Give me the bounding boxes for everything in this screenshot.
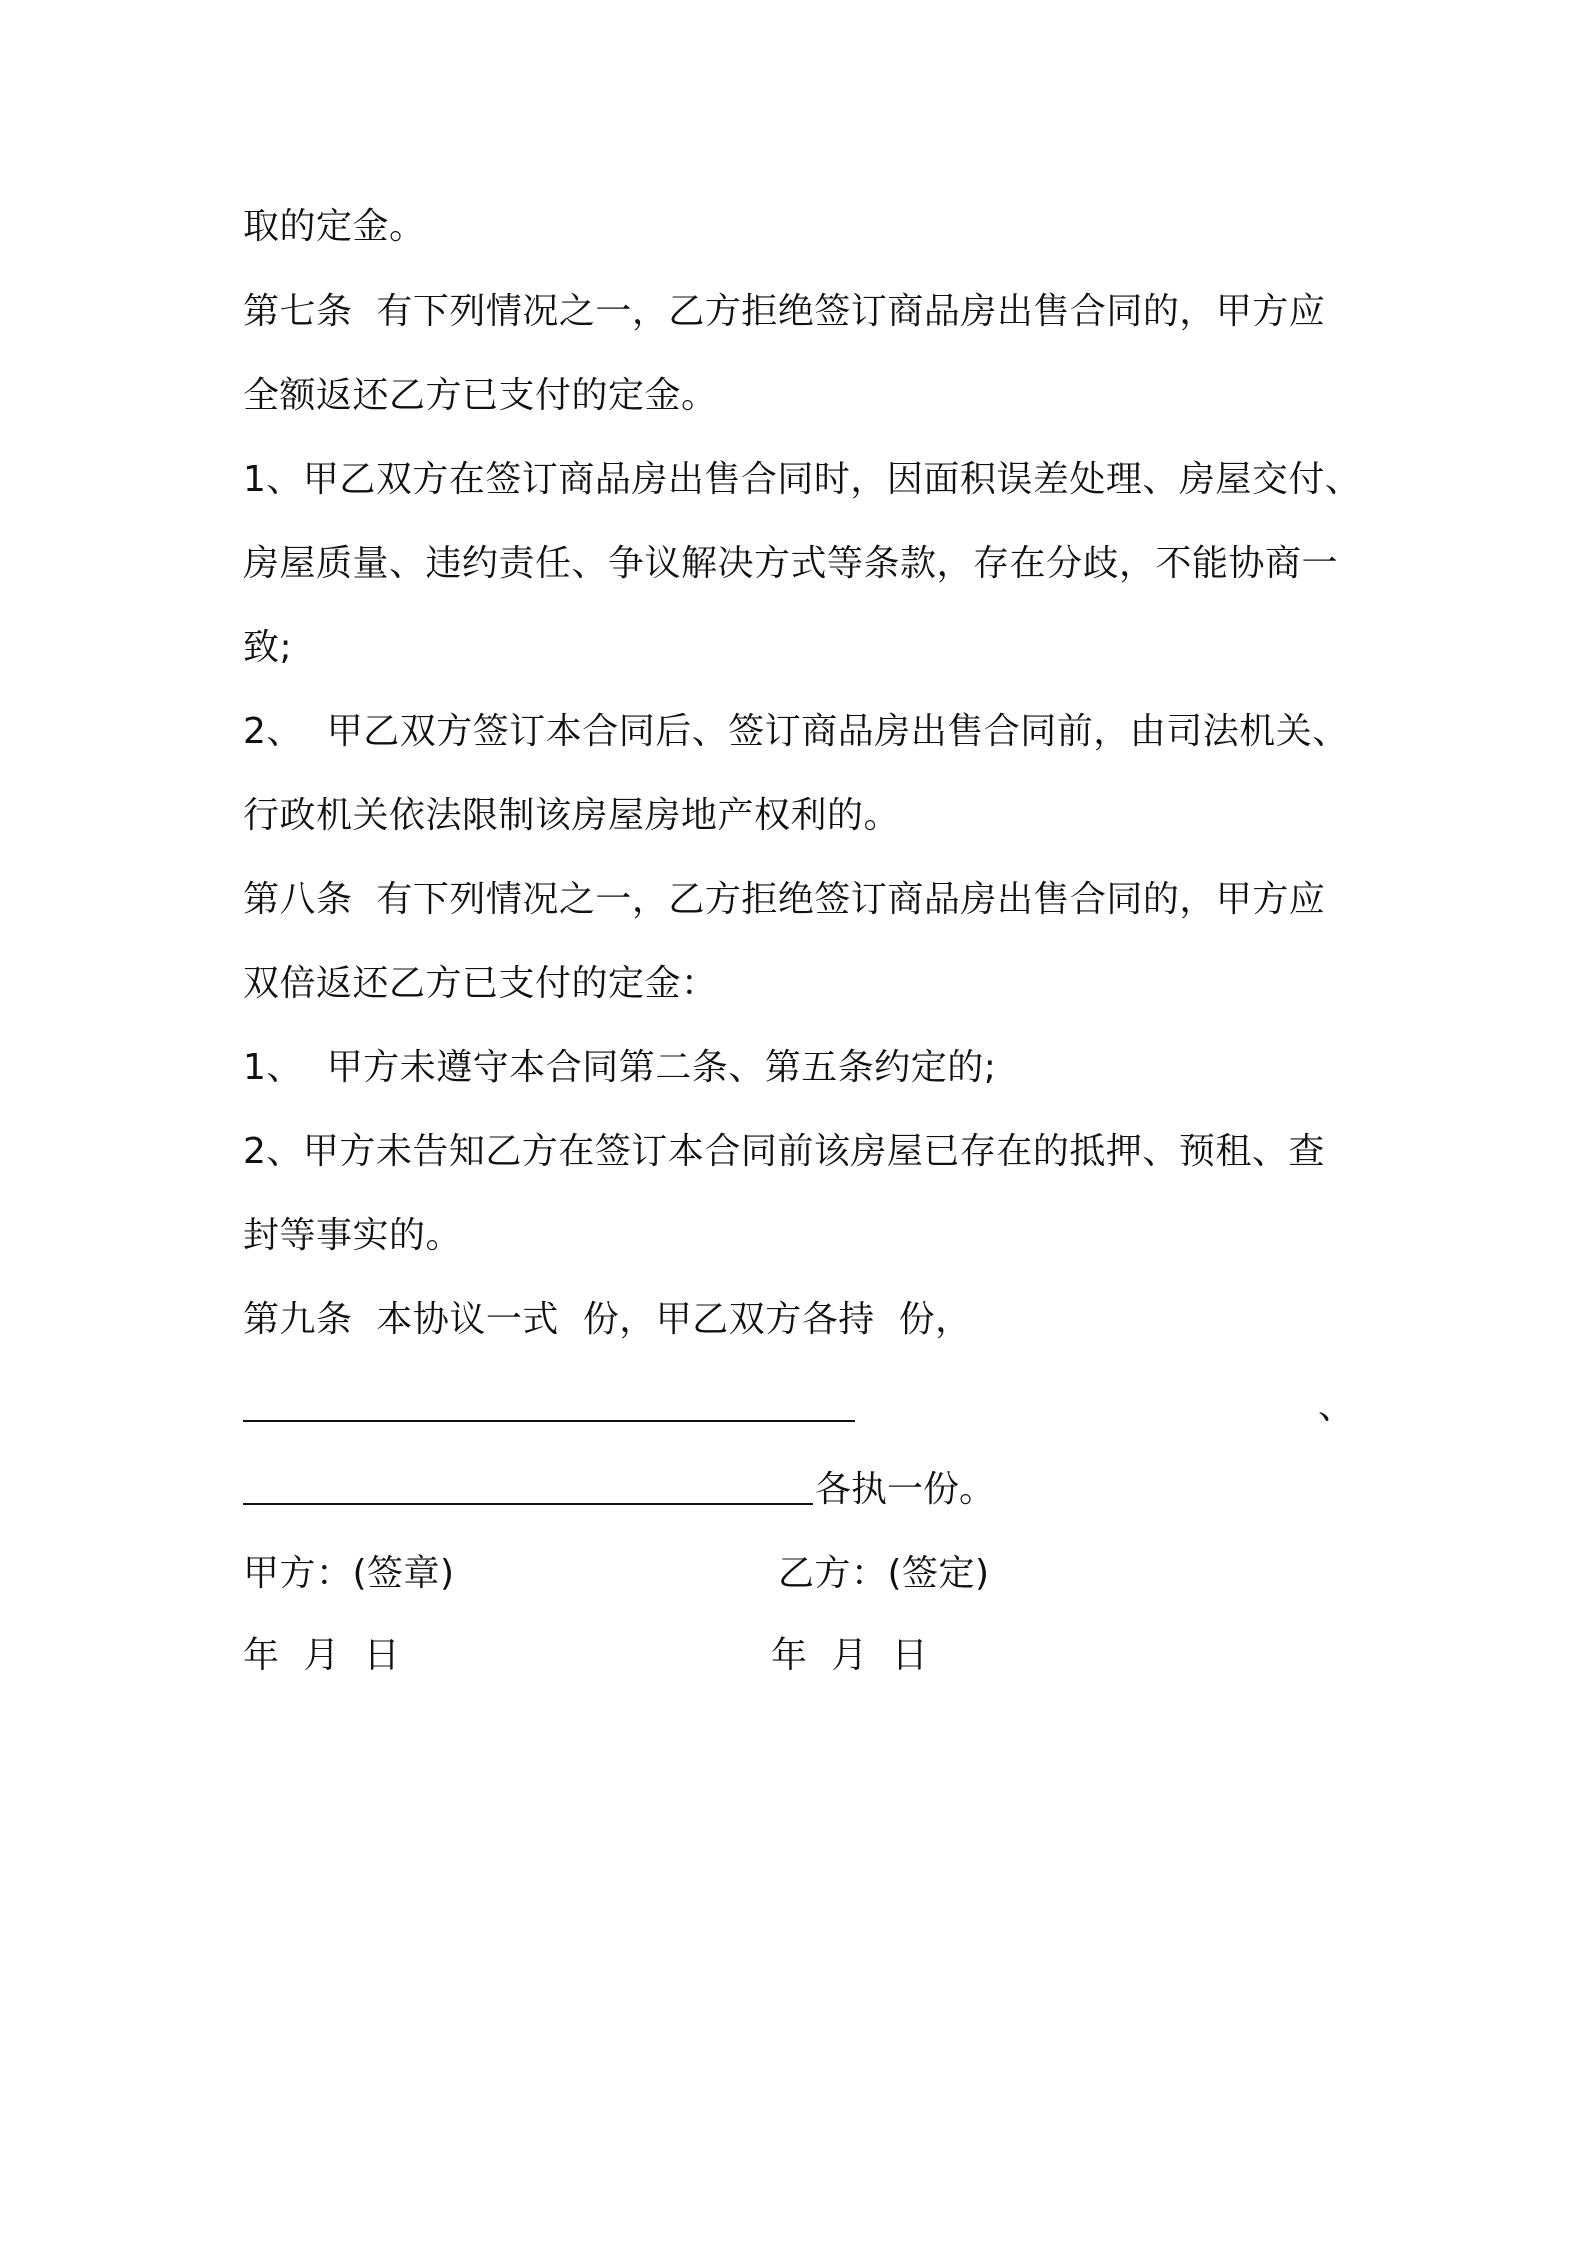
article-eight-heading: 第八条 有下列情况之一，乙方拒绝签订商品房出售合同的，甲方应 — [243, 879, 1326, 920]
text-line: 致; — [243, 627, 293, 668]
list-item: 2、 甲乙双方签订本合同后、签订商品房出售合同前，由司法机关、 — [243, 711, 1349, 752]
blank-line-1 — [243, 1420, 855, 1422]
blank-suffix: 各执一份。 — [815, 1469, 996, 1510]
list-item: 2、甲方未告知乙方在签订本合同前该房屋已存在的抵押、预租、查 — [243, 1131, 1325, 1172]
blank-line-2 — [243, 1503, 813, 1505]
text-line: 行政机关依法限制该房屋房地产权利的。 — [243, 795, 901, 836]
party-a-signature: 甲方：(签章) — [243, 1553, 455, 1594]
text-line: 全额返还乙方已支付的定金。 — [243, 375, 718, 416]
text-line: 封等事实的。 — [243, 1215, 463, 1256]
article-nine-heading: 第九条 本协议一式 份，甲乙双方各持 份， — [243, 1299, 972, 1340]
party-a-date: 年 月 日 — [243, 1635, 401, 1676]
list-item: 1、 甲方未遵守本合同第二条、第五条约定的; — [243, 1047, 997, 1088]
text-line: 取的定金。 — [243, 206, 426, 247]
article-seven-heading: 第七条 有下列情况之一，乙方拒绝签订商品房出售合同的，甲方应 — [243, 291, 1326, 332]
text-line: 双倍返还乙方已支付的定金： — [243, 963, 718, 1004]
party-b-date: 年 月 日 — [771, 1635, 929, 1676]
blank-separator: 、 — [1318, 1386, 1355, 1427]
party-b-signature: 乙方：(签定) — [778, 1553, 990, 1594]
text-line: 房屋质量、违约责任、争议解决方式等条款，存在分歧，不能协商一 — [243, 543, 1339, 584]
list-item: 1、甲乙双方在签订商品房出售合同时，因面积误差处理、房屋交付、 — [243, 459, 1362, 500]
